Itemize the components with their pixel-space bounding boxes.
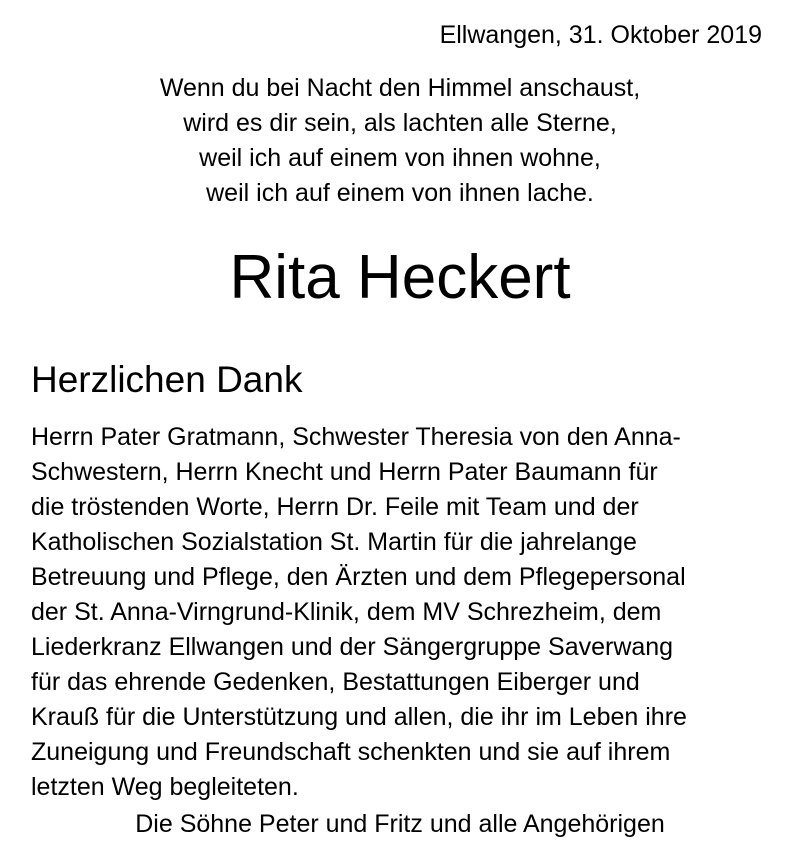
thanks-line: Krauß für die Unterstützung und allen, die ihr im Leben ihre bbox=[31, 703, 687, 731]
thanks-line: Katholischen Sozialstation St. Martin für die jahrelange bbox=[31, 528, 637, 556]
thanks-heading: Herzlichen Dank bbox=[31, 359, 303, 400]
thanks-line: die tröstenden Worte, Herrn Dr. Feile mit Team und der bbox=[31, 493, 639, 521]
deceased-name: Rita Heckert bbox=[229, 243, 571, 312]
thanks-line: Betreuung und Pflege, den Ärzten und dem Pflegepersonal bbox=[31, 563, 686, 591]
thanks-line: der St. Anna-Virngrund-Klinik, dem MV Schrezheim, dem bbox=[31, 598, 662, 626]
thanks-body bbox=[31, 420, 776, 805]
place-date: Ellwangen, 31. Oktober 2019 bbox=[439, 21, 762, 49]
thanks-line: für das ehrende Gedenken, Bestattungen Eiberger und bbox=[31, 668, 640, 696]
poem-line: weil ich auf einem von ihnen wohne, bbox=[199, 144, 601, 172]
poem-line: weil ich auf einem von ihnen lache. bbox=[206, 179, 594, 207]
thanks-line: Liederkranz Ellwangen und der Sängergruppe Saverwang bbox=[31, 633, 674, 661]
thanks-line: Zuneigung und Freundschaft schenkten und sie auf ihrem bbox=[31, 738, 671, 766]
poem-line: Wenn du bei Nacht den Himmel anschaust, bbox=[159, 74, 641, 102]
thanks-line: letzten Weg begleiteten. bbox=[31, 773, 299, 801]
thanks-line: Schwestern, Herrn Knecht und Herrn Pater Baumann für bbox=[31, 458, 658, 486]
signature: Die Söhne Peter und Fritz und alle Angehörigen bbox=[135, 810, 665, 838]
poem-line: wird es dir sein, als lachten alle Sterne, bbox=[183, 109, 617, 137]
thanks-line: Herrn Pater Gratmann, Schwester Theresia von den Anna- bbox=[31, 423, 681, 451]
poem bbox=[0, 71, 800, 211]
